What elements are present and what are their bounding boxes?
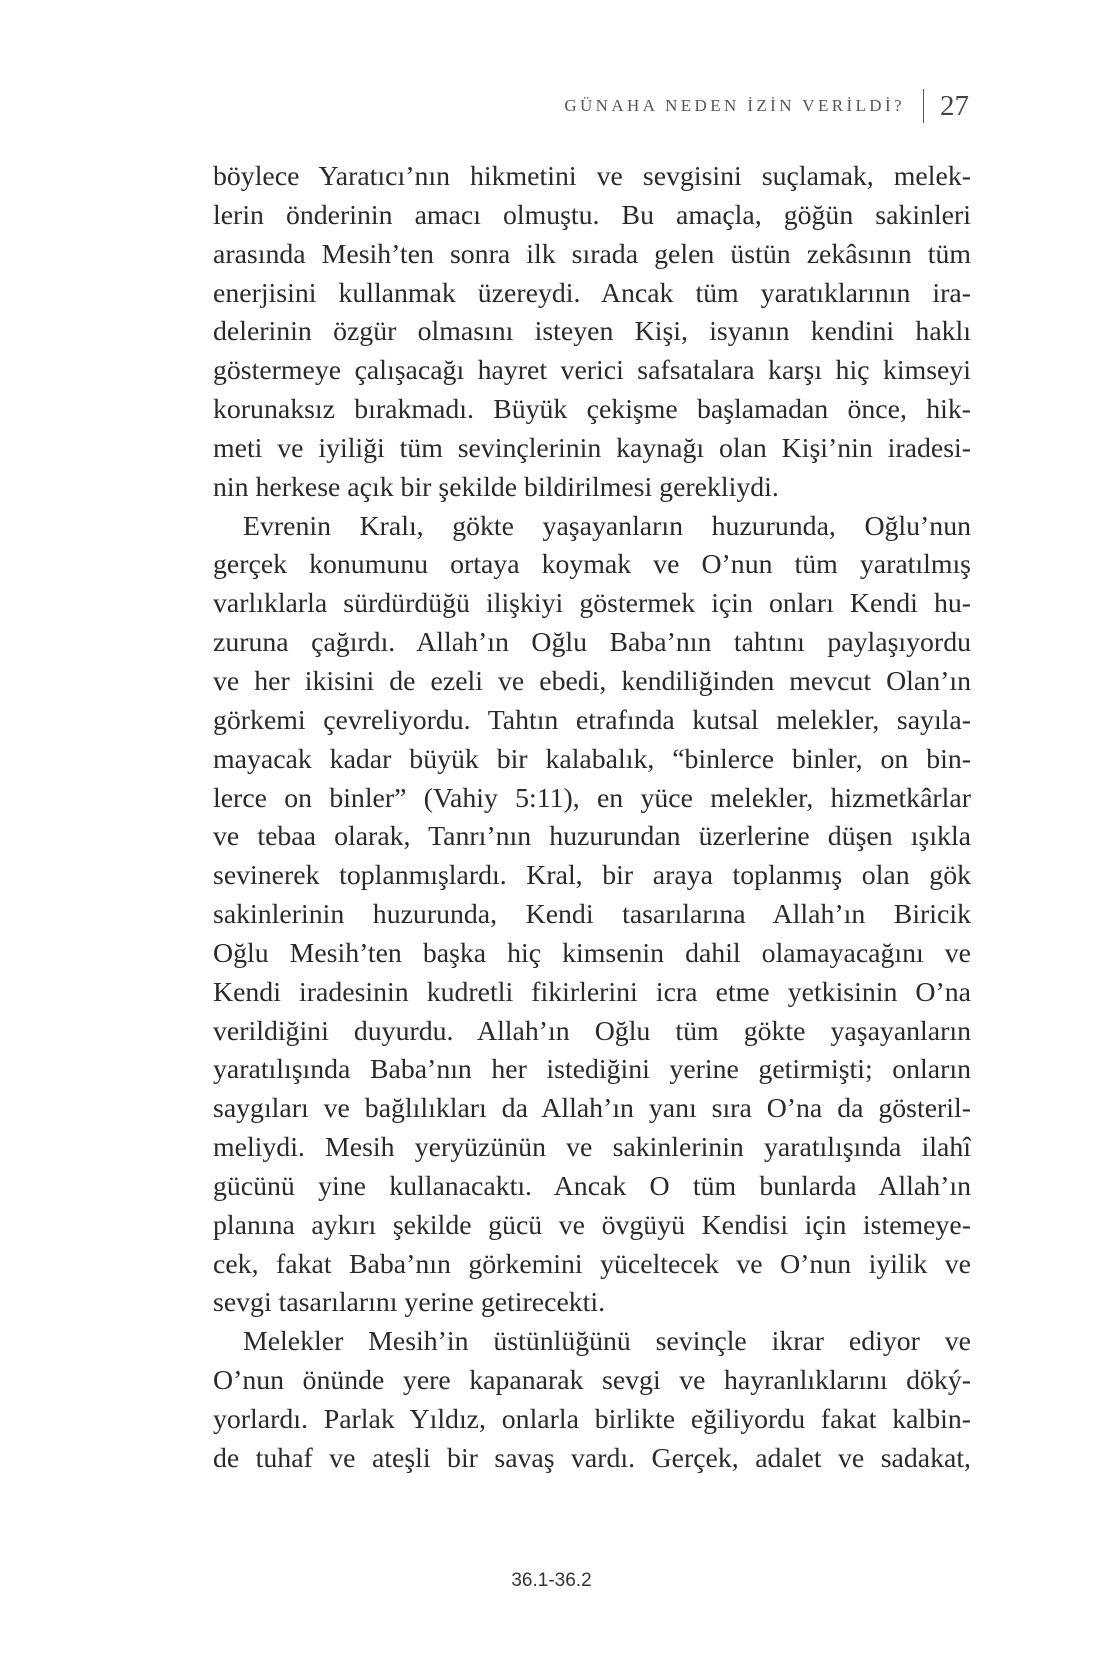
text-line: lerce on binler” (Vahiy 5:11), en yüce melekler, hizmetkârlar (213, 782, 971, 814)
text-line: yaratılışında Baba’nın her istediğini yerine getirmişti; onların (213, 1054, 971, 1086)
page-number: 27 (940, 89, 969, 122)
text-line: lerin önderinin amacı olmuştu. Bu amaçla, göğün sakinleri (213, 199, 971, 231)
text-line: enerjisini kullanmak üzereydi. Ancak tüm yaratıklarının ira- (213, 277, 971, 309)
running-title: GÜNAHA NEDEN İZİN VERİLDİ? (564, 96, 905, 115)
text-line: sevinerek toplanmışlardı. Kral, bir araya toplanmış olan gök (213, 860, 971, 892)
text-line: saygıları ve bağlılıkları da Allah’ın yanı sıra O’na da gösteril- (213, 1093, 971, 1125)
text-line: görkemi çevreliyordu. Tahtın etrafında kutsal melekler, sayıla- (213, 704, 971, 736)
text-line: meliydi. Mesih yeryüzünün ve sakinlerinin yaratılışında ilahî (213, 1132, 971, 1164)
text-line: Evrenin Kralı, gökte yaşayanların huzurunda, Oğlu’nun (243, 510, 971, 542)
text-line: göstermeye çalışacağı hayret verici safsatalara karşı hiç kimseyi (213, 355, 971, 387)
text-line: delerinin özgür olmasını isteyen Kişi, isyanın kendini haklı (213, 316, 971, 348)
text-line: Kendi iradesinin kudretli fikirlerini icra etme yetkisinin O’na (213, 976, 971, 1008)
text-line: gücünü yine kullanacaktı. Ancak O tüm bunlarda Allah’ın (213, 1170, 971, 1202)
text-line: nin herkese açık bir şekilde bildirilmesi gerekliydi. (213, 471, 779, 503)
text-line: korunaksız bırakmadı. Büyük çekişme başlamadan önce, hik- (213, 394, 971, 426)
running-head (564, 86, 969, 126)
text-line: ve her ikisini de ezeli ve ebedi, kendiliğinden mevcut Olan’ın (213, 665, 971, 697)
paragraph (183, 158, 971, 508)
text-line: planına aykırı şekilde gücü ve övgüyü Kendisi için istemeye- (213, 1209, 971, 1241)
text-line: O’nun önünde yere kapanarak sevgi ve hayranlıklarını döký- (213, 1365, 971, 1397)
text-line: arasında Mesih’ten sonra ilk sırada gelen üstün zekâsının tüm (213, 238, 971, 270)
text-line: verildiğini duyurdu. Allah’ın Oğlu tüm gökte yaşayanların (213, 1015, 971, 1047)
text-line: ve tebaa olarak, Tanrı’nın huzurundan üzerlerine düşen ışıkla (213, 821, 971, 853)
text-line: Oğlu Mesih’ten başka hiç kimsenin dahil olamayacağını ve (213, 937, 971, 969)
header-divider (923, 89, 924, 123)
text-line: gerçek konumunu ortaya koymak ve O’nun tüm yaratılmış (213, 549, 971, 581)
text-line: yorlardı. Parlak Yıldız, onlarla birlikte eğiliyordu fakat kalbin- (213, 1404, 971, 1435)
text-line: böylece Yaratıcı’nın hikmetini ve sevgisini suçlamak, melek- (213, 161, 971, 192)
text-line: Melekler Mesih’in üstünlüğünü sevinçle ikrar ediyor ve (243, 1326, 971, 1358)
text-line: sakinlerinin huzurunda, Kendi tasarılarına Allah’ın Biricik (213, 899, 971, 931)
paragraph (183, 508, 971, 1324)
text-line: sevgi tasarılarını yerine getirecekti. (213, 1287, 606, 1319)
footer-reference: 36.1-36.2 (511, 1570, 592, 1591)
body-text (183, 158, 971, 1479)
text-line: meti ve iyiliği tüm sevinçlerinin kaynağı olan Kişi’nin iradesi- (213, 432, 971, 464)
text-line: cek, fakat Baba’nın görkemini yüceltecek ve O’nun iyilik ve (213, 1248, 971, 1280)
text-line: varlıklarla sürdürdüğü ilişkiyi göstermek için onları Kendi hu- (213, 588, 971, 620)
text-line: zuruna çağırdı. Allah’ın Oğlu Baba’nın tahtını paylaşıyordu (213, 627, 971, 659)
paragraph (183, 1323, 971, 1478)
text-line: de tuhaf ve ateşli bir savaş vardı. Gerçek, adalet ve sadakat, (213, 1442, 971, 1474)
text-line: mayacak kadar büyük bir kalabalık, “binlerce binler, on bin- (213, 743, 971, 775)
